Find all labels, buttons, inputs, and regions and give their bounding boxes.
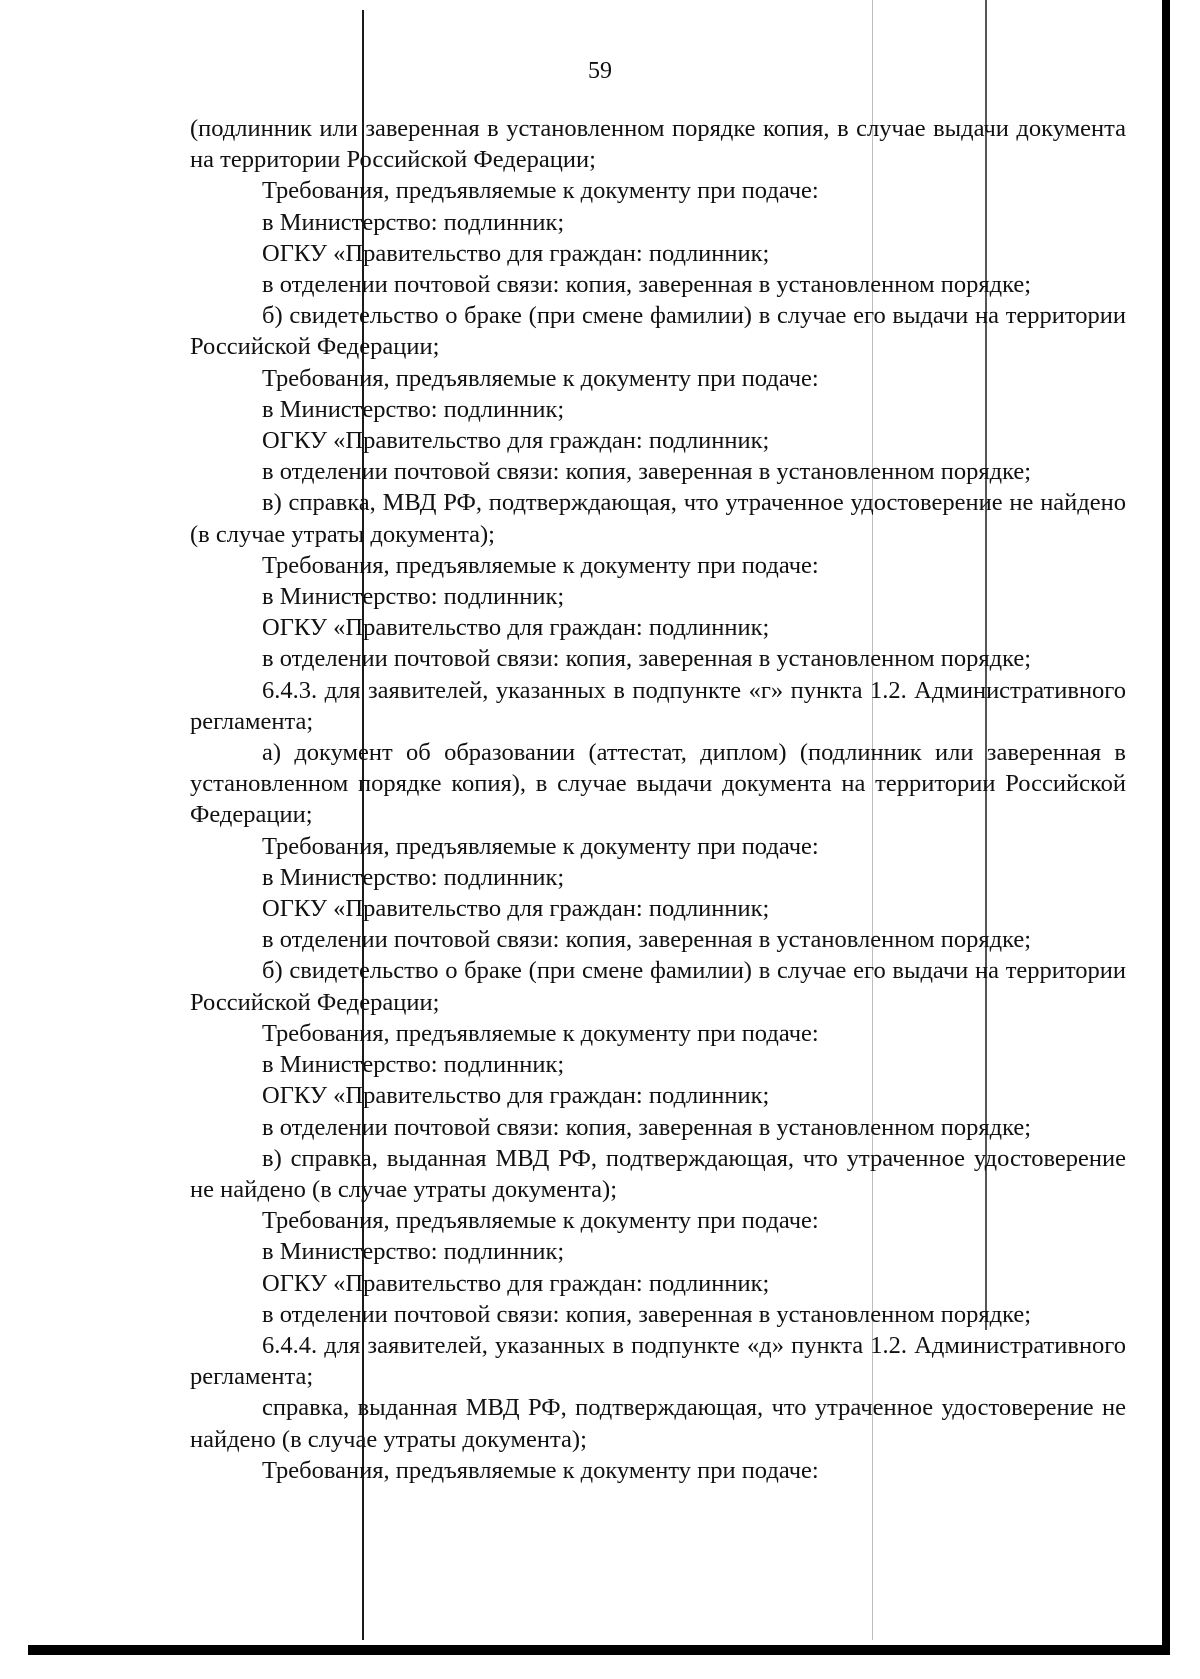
page-border-bottom (28, 1645, 1170, 1655)
paragraph: в отделении почтовой связи: копия, заверенная в установленном порядке; (262, 271, 1032, 299)
paragraph: Требования, предъявляемые к документу при подаче: (262, 1456, 819, 1484)
paragraph: 6.4.4. для заявителей, указанных в подпункте «д» пункта 1.2. Административного регламента; (190, 1331, 1126, 1391)
page-number: 59 (588, 58, 612, 84)
paragraph: а) документ об образовании (аттестат, диплом) (подлинник или заверенная в установленном порядке копия), в случае выдачи документа на территории Российской Федерации; (190, 739, 1126, 829)
paragraph: в Министерство: подлинник; (262, 1051, 565, 1079)
paragraph: в отделении почтовой связи: копия, заверенная в установленном порядке; (262, 1300, 1032, 1328)
paragraph: Требования, предъявляемые к документу при подаче: (262, 551, 819, 579)
paragraph: Требования, предъявляемые к документу при подаче: (262, 832, 819, 860)
paragraph: ОГКУ «Правительство для граждан: подлинник; (262, 427, 770, 455)
paragraph: Требования, предъявляемые к документу при подаче: (262, 364, 819, 392)
paragraph: в Министерство: подлинник; (262, 583, 565, 611)
paragraph: в Министерство: подлинник; (262, 1238, 565, 1266)
paragraph: в) справка, выданная МВД РФ, подтверждающая, что утраченное удостоверение не найдено (в случае утраты документа); (190, 1144, 1126, 1203)
paragraph: ОГКУ «Правительство для граждан: подлинник; (262, 895, 770, 923)
document-body (190, 113, 1126, 1486)
paragraph: в отделении почтовой связи: копия, заверенная в установленном порядке; (262, 1113, 1032, 1141)
paragraph: б) свидетельство о браке (при смене фамилии) в случае его выдачи на территории Российской Федерации; (190, 957, 1126, 1016)
paragraph: ОГКУ «Правительство для граждан: подлинник; (262, 239, 770, 267)
paragraph: (подлинник или заверенная в установленном порядке копия, в случае выдачи документа на территории Российской Федерации; (190, 115, 1126, 174)
paragraph: в Министерство: подлинник; (262, 395, 565, 423)
paragraph: в отделении почтовой связи: копия, заверенная в установленном порядке; (262, 926, 1032, 954)
paragraph: в отделении почтовой связи: копия, заверенная в установленном порядке; (262, 458, 1032, 486)
paragraph: Требования, предъявляемые к документу при подаче: (262, 177, 819, 205)
paragraph: справка, выданная МВД РФ, подтверждающая, что утраченное удостоверение не найдено (в случае утраты документа); (190, 1394, 1126, 1453)
page-border-right (1162, 0, 1170, 1648)
paragraph: Требования, предъявляемые к документу при подаче: (262, 1019, 819, 1047)
paragraph: Требования, предъявляемые к документу при подаче: (262, 1207, 819, 1235)
paragraph: в Министерство: подлинник; (262, 863, 565, 891)
paragraph: б) свидетельство о браке (при смене фамилии) в случае его выдачи на территории Российской Федерации; (190, 302, 1126, 361)
paragraph: ОГКУ «Правительство для граждан: подлинник; (262, 614, 770, 642)
paragraph: в) справка, МВД РФ, подтверждающая, что утраченное удостоверение не найдено (в случае утраты документа); (190, 489, 1126, 548)
paragraph: ОГКУ «Правительство для граждан: подлинник; (262, 1082, 770, 1110)
paragraph: в Министерство: подлинник; (262, 208, 565, 236)
paragraph: ОГКУ «Правительство для граждан: подлинник; (262, 1269, 770, 1297)
paragraph: в отделении почтовой связи: копия, заверенная в установленном порядке; (262, 645, 1032, 673)
paragraph: 6.4.3. для заявителей, указанных в подпункте «г» пункта 1.2. Административного регламента; (190, 676, 1126, 735)
